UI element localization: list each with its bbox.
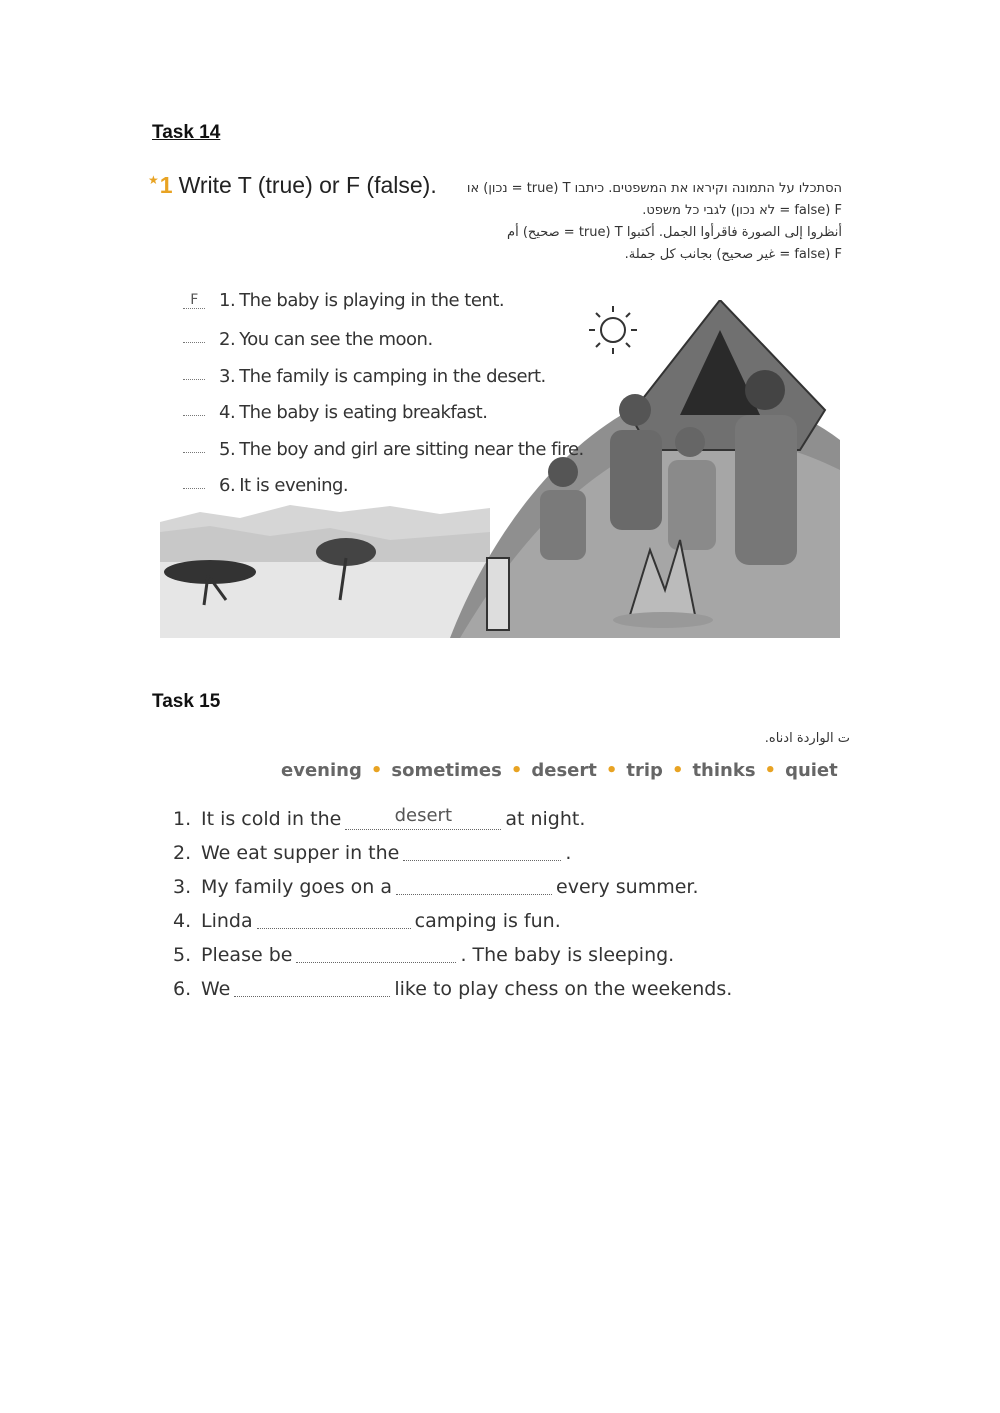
bullet-dot-icon: • — [510, 760, 523, 781]
word-bank-item: quiet — [785, 760, 838, 781]
statement-text: The baby is eating breakfast. — [239, 402, 488, 423]
sentence-6 — [173, 978, 732, 1000]
sentence-number: 5. — [173, 944, 192, 966]
hebrew-instruction — [442, 178, 842, 222]
sentence-after: every summer. — [556, 876, 699, 898]
arabic-instruction-15: ت الواردة ادناه. — [764, 731, 850, 746]
answer-blank[interactable] — [257, 910, 411, 929]
answer-field[interactable] — [183, 326, 205, 343]
answer-blank[interactable] — [403, 842, 561, 861]
sentence-after: . — [565, 842, 572, 864]
statement-6 — [183, 472, 348, 496]
statement-1 — [183, 290, 504, 311]
sentence-4 — [173, 910, 561, 932]
statement-5 — [183, 436, 584, 460]
word-bank-item: trip — [626, 760, 663, 781]
sentence-before: We — [201, 978, 231, 1000]
arabic-line-2: F (false = غير صحيح) بجانب كل جملة. — [624, 247, 842, 262]
sentence-3 — [173, 876, 699, 898]
answer-field[interactable] — [183, 363, 205, 380]
statement-text: The family is camping in the desert. — [239, 366, 546, 387]
sentence-before: Linda — [201, 910, 253, 932]
bullet-dot-icon: • — [605, 760, 618, 781]
sentence-before: We eat supper in the — [201, 842, 400, 864]
statement-text: It is evening. — [239, 475, 349, 496]
sentence-after: like to play chess on the weekends. — [394, 978, 733, 1000]
sentence-number: 2. — [173, 842, 192, 864]
sentence-number: 1. — [173, 808, 192, 830]
star-icon: ★ — [148, 173, 159, 188]
statement-number: 4. — [219, 402, 236, 423]
word-bank-item: sometimes — [391, 760, 502, 781]
statement-4 — [183, 399, 487, 423]
statement-number: 6. — [219, 475, 236, 496]
bullet-dot-icon: • — [370, 760, 383, 781]
statement-number: 1. — [219, 290, 236, 311]
camping-family-illustration — [160, 300, 840, 638]
sentence-number: 6. — [173, 978, 192, 1000]
answer-field[interactable]: F — [183, 292, 205, 309]
sentence-before: My family goes on a — [201, 876, 393, 898]
statement-text: The baby is playing in the tent. — [239, 290, 505, 311]
statement-number: 3. — [219, 366, 236, 387]
statement-text: The boy and girl are sitting near the fire. — [239, 439, 584, 460]
answer-blank[interactable] — [396, 876, 552, 895]
answer-field[interactable] — [183, 472, 205, 489]
word-bank-item: evening — [281, 760, 362, 781]
bullet-dot-icon: • — [671, 760, 684, 781]
statement-3 — [183, 363, 546, 387]
sentence-after: at night. — [505, 808, 586, 830]
task-14-title: Task 14 — [152, 122, 221, 143]
exercise-number: 1 — [159, 172, 173, 198]
hebrew-line-2: F (false = לא נכון) לגבי כל משפט. — [642, 203, 842, 218]
arabic-instruction — [442, 222, 842, 266]
word-bank-item: thinks — [692, 760, 756, 781]
answer-blank[interactable] — [296, 944, 456, 963]
exercise-instruction: Write T (true) or F (false). — [178, 172, 437, 198]
answer-field[interactable] — [183, 436, 205, 453]
hebrew-line-1: הסתכלו על התמונה וקיראו את המשפטים. כיתבו T (true = נכון) או — [466, 181, 842, 196]
word-bank — [281, 760, 838, 781]
sentence-before: It is cold in the — [201, 808, 342, 830]
task-15-title: Task 15 — [152, 691, 221, 712]
statement-2 — [183, 326, 433, 350]
sentence-after: . The baby is sleeping. — [460, 944, 675, 966]
statement-number: 5. — [219, 439, 236, 460]
word-bank-item: desert — [531, 760, 597, 781]
sentence-number: 4. — [173, 910, 192, 932]
exercise-heading — [148, 172, 437, 199]
statement-number: 2. — [219, 329, 236, 350]
sentence-5 — [173, 944, 674, 966]
answer-blank[interactable]: desert — [345, 811, 501, 830]
statement-text: You can see the moon. — [239, 329, 433, 350]
answer-field[interactable] — [183, 399, 205, 416]
answer-blank[interactable] — [234, 978, 390, 997]
bullet-dot-icon: • — [764, 760, 777, 781]
sentence-1 — [173, 805, 586, 830]
sentence-before: Please be — [201, 944, 293, 966]
sentence-2 — [173, 842, 571, 864]
sentence-after: camping is fun. — [414, 910, 561, 932]
sentence-number: 3. — [173, 876, 192, 898]
arabic-line-1: أنظروا إلى الصورة فاقرأوا الجمل. أكتبوا T (true = صحيح) أم — [507, 225, 842, 240]
